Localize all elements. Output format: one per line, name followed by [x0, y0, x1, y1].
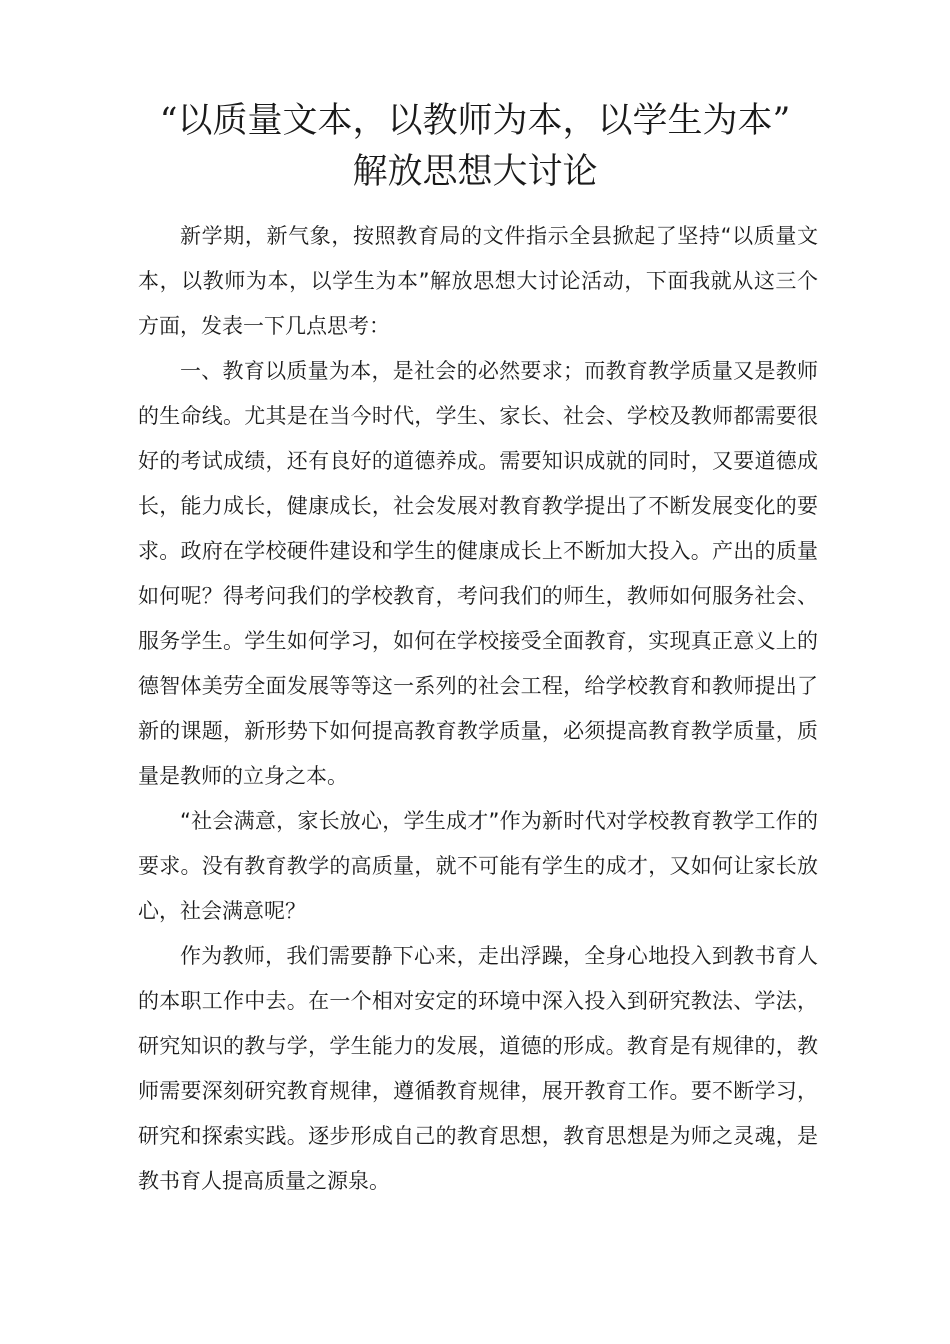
document-title-line2: 解放思想大讨论: [352, 152, 598, 192]
paragraph-intro: 新学期，新气象，按照教育局的文件指示全县掀起了坚持“以质量文本，以教师为本，以学生为本”解放思想大讨论活动，下面我就从这三个方面，发表一下几点思考：: [138, 224, 818, 338]
paragraph-satisfaction: “社会满意，家长放心，学生成才”作为新时代对学校教育教学工作的要求。没有教育教学的高质量，就不可能有学生的成才，又如何让家长放心，社会满意呢？: [138, 809, 818, 923]
paragraph-quality: 一、教育以质量为本，是社会的必然要求；而教育教学质量又是教师的生命线。尤其是在当今时代，学生、家长、社会、学校及教师都需要很好的考试成绩，还有良好的道德养成。需要知识成就的同时，又要道德成长，能力成长，健康成长，社会发展对教育教学提出了不断发展变化的要求。政府在学校硬件建设和学生的健康成长上不断加大投入。产出的质量如何呢？得考问我们的学校教育，考问我们的师生，教师如何服务社会、服务学生。学生如何学习，如何在学校接受全面教育，实现真正意义上的德智体美劳全面发展等等这一系列的社会工程，给学校教育和教师提出了新的课题，新形势下如何提高教育教学质量，必须提高教育教学质量，质量是教师的立身之本。: [138, 359, 818, 788]
document-title-line1: “以质量文本，以教师为本，以学生为本”: [159, 101, 791, 141]
document-body: [138, 214, 818, 1204]
paragraph-teacher: 作为教师，我们需要静下心来，走出浮躁，全身心地投入到教书育人的本职工作中去。在一个相对安定的环境中深入投入到研究教法、学法，研究知识的教与学，学生能力的发展，道德的形成。教育是有规律的，教师需要深刻研究教育规律，遵循教育规律，展开教育工作。要不断学习，研究和探索实践。逐步形成自己的教育思想，教育思想是为师之灵魂，是教书育人提高质量之源泉。: [138, 944, 818, 1193]
